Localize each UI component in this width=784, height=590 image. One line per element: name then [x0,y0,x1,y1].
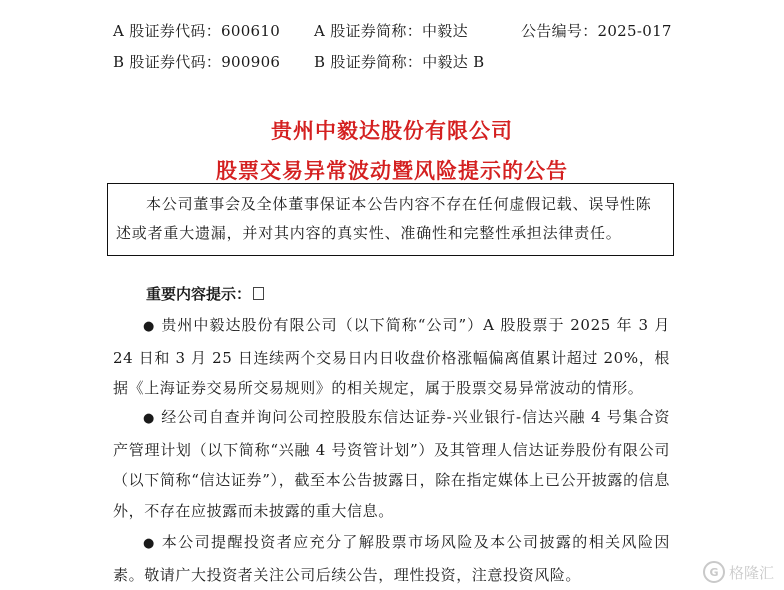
bullet-point-3 [113,527,670,590]
a-share-code: A 股证券代码：600610 [113,22,281,40]
b-share-name: B 股证券简称：中毅达 B [314,53,485,71]
bullet-icon: ● [143,319,156,334]
company-title: 贵州中毅达股份有限公司 [271,119,513,143]
bullet-text: 贵州中毅达股份有限公司（以下简称“公司”）A 股股票于 2025 年 3 月 24 日和 3 月 25 日连续两个交易日内日收盘价格涨幅偏离值累计超过 20%，根据《上海证券交易所交易规则》的相关规定，属于股票交易异常波动的情形。 [113,316,670,397]
b-share-code: B 股证券代码：900906 [113,53,281,71]
gelonghui-logo-icon: G [703,561,725,583]
board-statement-text: 本公司董事会及全体董事保证本公告内容不存在任何虚假记载、误导性陈述或者重大遗漏，并对其内容的真实性、准确性和完整性承担法律责任。 [116,195,652,242]
bullet-point-2 [113,402,670,526]
announcement-title: 股票交易异常波动暨风险提示的公告 [216,159,568,183]
watermark [703,561,774,583]
board-statement-box [107,183,674,256]
notice-number: 公告编号：2025-017 [521,22,672,40]
bullet-icon: ● [143,536,156,551]
key-points-heading [146,283,264,304]
key-points-label: 重要内容提示： [146,285,252,303]
checkbox-icon [253,287,264,300]
a-share-name: A 股证券简称：中毅达 [314,22,468,40]
bullet-point-1 [113,310,670,404]
watermark-text: 格隆汇 [728,563,774,582]
bullet-text: 本公司提醒投资者应充分了解股票市场风险及本公司披露的相关风险因素。敬请广大投资者关注公司后续公告，理性投资，注意投资风险。 [113,533,670,584]
bullet-text: 经公司自查并询问公司控股股东信达证券-兴业银行-信达兴融 4 号集合资产管理计划（以下简称“兴融 4 号资管计划”）及其管理人信达证券股份有限公司（以下简称“信达证券”），截至本公告披露日，除在指定媒体上已公开披露的信息外，不存在应披露而未披露的重大信息。 [113,408,670,520]
bullet-icon: ● [143,411,156,426]
